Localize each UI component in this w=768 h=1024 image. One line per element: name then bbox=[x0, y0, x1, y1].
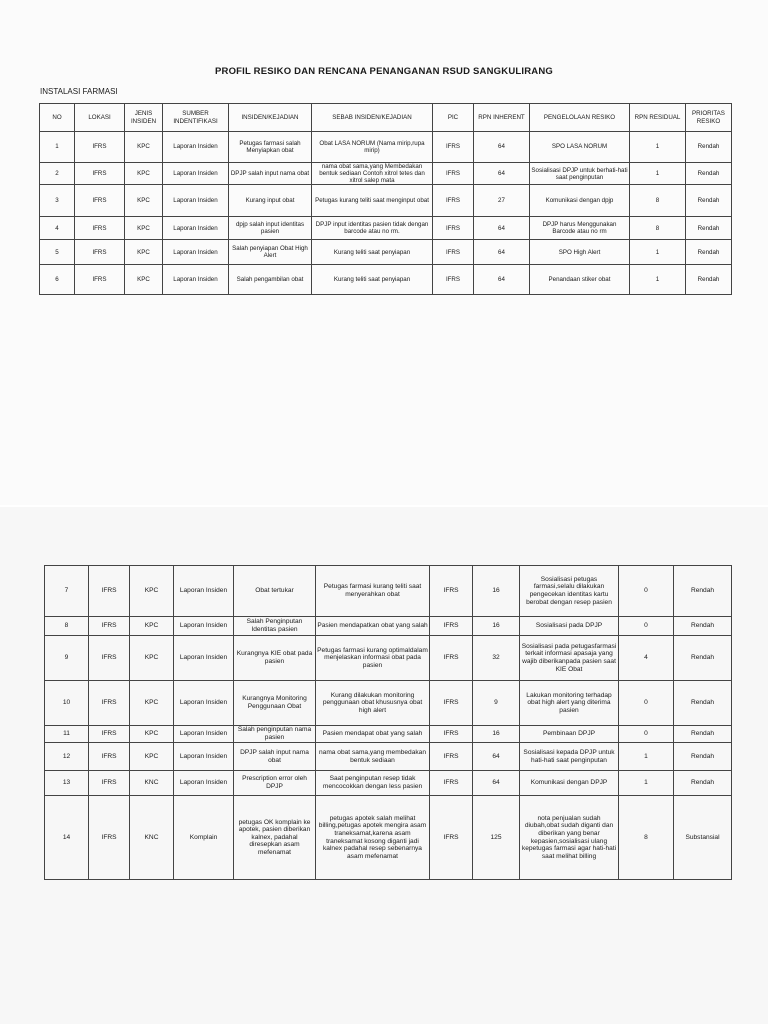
table-cell: Rendah bbox=[674, 771, 732, 796]
table-cell: 32 bbox=[473, 636, 520, 681]
table-cell: Salah pengambilan obat bbox=[229, 265, 312, 295]
table-cell: Rendah bbox=[686, 217, 732, 240]
table-cell: Laporan Insiden bbox=[163, 217, 229, 240]
table-cell: Petugas farmasi kurang optimaldalam menjelaskan informasi obat pada pasien bbox=[316, 636, 430, 681]
table-cell: Kurangnya KIE obat pada pasien bbox=[234, 636, 316, 681]
table-cell: Komunikasi dengan dpjp bbox=[530, 185, 630, 217]
table-cell: SUMBER INDENTIFIKASI bbox=[163, 104, 229, 132]
table-cell: 0 bbox=[619, 681, 674, 726]
table-cell: dpjp salah input identitas pasien bbox=[229, 217, 312, 240]
table-cell: KPC bbox=[130, 743, 174, 771]
risk-table-1 bbox=[39, 103, 732, 295]
table-cell: 64 bbox=[474, 265, 530, 295]
table-cell: Rendah bbox=[674, 617, 732, 636]
table-cell: Pasien mendapatkan obat yang salah bbox=[316, 617, 430, 636]
table-cell: Sosialisasi petugas farmasi,selalu dilakukan pengecekan identitas kartu berobat dengan resep pasien bbox=[520, 566, 619, 617]
table-row bbox=[45, 726, 732, 743]
document-title: PROFIL RESIKO DAN RENCANA PENANGANAN RSUD SANGKULIRANG bbox=[214, 66, 554, 77]
table-cell: Pasien mendapat obat yang salah bbox=[316, 726, 430, 743]
table-cell: 125 bbox=[473, 796, 520, 880]
table-cell: Penandaan stiker obat bbox=[530, 265, 630, 295]
table-cell: IFRS bbox=[89, 726, 130, 743]
table-cell: 5 bbox=[40, 240, 75, 265]
table-cell: IFRS bbox=[89, 636, 130, 681]
table-cell: IFRS bbox=[89, 566, 130, 617]
table-cell: IFRS bbox=[430, 726, 473, 743]
unit-subtitle: INSTALASI FARMASI bbox=[40, 87, 118, 96]
table-cell: 64 bbox=[474, 163, 530, 185]
table-cell: LOKASI bbox=[75, 104, 125, 132]
table-cell: Pembinaan DPJP bbox=[520, 726, 619, 743]
table-cell: Rendah bbox=[674, 566, 732, 617]
table-cell: KPC bbox=[130, 566, 174, 617]
table-cell: SPO LASA NORUM bbox=[530, 132, 630, 163]
table-row bbox=[45, 743, 732, 771]
table-cell: Laporan Insiden bbox=[163, 132, 229, 163]
table-cell: Laporan Insiden bbox=[163, 240, 229, 265]
table-cell: 1 bbox=[630, 240, 686, 265]
table-cell: 8 bbox=[630, 185, 686, 217]
table-cell: IFRS bbox=[75, 185, 125, 217]
table-cell: Rendah bbox=[686, 185, 732, 217]
table-cell: KPC bbox=[125, 265, 163, 295]
table-cell: DPJP harus Menggunakan Barcode atau no rm bbox=[530, 217, 630, 240]
table-cell: RPN RESIDUAL bbox=[630, 104, 686, 132]
table-cell: 1 bbox=[40, 132, 75, 163]
table-cell: Kurang input obat bbox=[229, 185, 312, 217]
table-cell: KPC bbox=[130, 636, 174, 681]
table-cell: KPC bbox=[130, 681, 174, 726]
table-cell: nama obat sama,yang membedakan bentuk sediaan bbox=[316, 743, 430, 771]
table-cell: RPN INHERENT bbox=[474, 104, 530, 132]
table-cell: 4 bbox=[619, 636, 674, 681]
table-cell: Laporan Insiden bbox=[174, 681, 234, 726]
table-cell: Kurang dilakukan monitoring penggunaan obat khususnya obat high alert bbox=[316, 681, 430, 726]
table-row bbox=[45, 566, 732, 617]
table-cell: DPJP salah input nama obat bbox=[229, 163, 312, 185]
table-cell: IFRS bbox=[430, 771, 473, 796]
table-row bbox=[40, 163, 732, 185]
table-cell: IFRS bbox=[430, 636, 473, 681]
table-cell: Laporan Insiden bbox=[174, 617, 234, 636]
table-cell: Rendah bbox=[674, 636, 732, 681]
table-cell: 8 bbox=[45, 617, 89, 636]
table-cell: IFRS bbox=[89, 796, 130, 880]
table-cell: 16 bbox=[473, 726, 520, 743]
table-cell: Lakukan monitoring terhadap obat high alert yang diterima pasien bbox=[520, 681, 619, 726]
table-cell: IFRS bbox=[89, 617, 130, 636]
table-cell: Laporan Insiden bbox=[163, 265, 229, 295]
table-cell: 12 bbox=[45, 743, 89, 771]
table-cell: nota penjualan sudah diubah,obat sudah diganti dan diberikan yang benar kepasien,sosialisasi ulang kepetugas farmasi agar hati-hati saat melihat billing bbox=[520, 796, 619, 880]
table-row bbox=[45, 636, 732, 681]
table-row bbox=[45, 796, 732, 880]
table-cell: 64 bbox=[473, 771, 520, 796]
table-cell: Petugas kurang teliti saat menginput obat bbox=[312, 185, 433, 217]
table-cell: 8 bbox=[630, 217, 686, 240]
table-cell: 2 bbox=[40, 163, 75, 185]
table-cell: KPC bbox=[125, 163, 163, 185]
table-cell: Laporan Insiden bbox=[174, 743, 234, 771]
table-cell: NO bbox=[40, 104, 75, 132]
table-cell: IFRS bbox=[89, 771, 130, 796]
table-cell: IFRS bbox=[433, 163, 474, 185]
table-cell: 9 bbox=[473, 681, 520, 726]
table-cell: Laporan Insiden bbox=[174, 726, 234, 743]
table-cell: Salah penginputan nama pasien bbox=[234, 726, 316, 743]
table-cell: IFRS bbox=[430, 617, 473, 636]
table-cell: Laporan Insiden bbox=[174, 566, 234, 617]
table-cell: 11 bbox=[45, 726, 89, 743]
table-cell: 1 bbox=[630, 265, 686, 295]
table-cell: KNC bbox=[130, 796, 174, 880]
table-cell: 64 bbox=[474, 240, 530, 265]
risk-table-2 bbox=[44, 565, 732, 880]
table-row bbox=[40, 217, 732, 240]
table-cell: KPC bbox=[125, 185, 163, 217]
table-cell: Sosialisasi pada petugasfarmasi terkait informasi apasaja yang wajib diberikanpada pasien saat KIE Obat bbox=[520, 636, 619, 681]
table-row bbox=[40, 185, 732, 217]
table-cell: Kurang teliti saat penyiapan bbox=[312, 265, 433, 295]
table-cell: KPC bbox=[125, 132, 163, 163]
table-cell: 1 bbox=[630, 132, 686, 163]
table-cell: IFRS bbox=[433, 217, 474, 240]
table-cell: petugas apotek salah melihat billing,petugas apotek mengira asam traneksamat,karena asam traneksamat kosong diganti jadi kalnex padahal resep sebenarnya asam mefenamat bbox=[316, 796, 430, 880]
table-cell: Laporan Insiden bbox=[163, 185, 229, 217]
table-cell: IFRS bbox=[89, 681, 130, 726]
table-cell: 13 bbox=[45, 771, 89, 796]
table-cell: INSIDEN/KEJADIAN bbox=[229, 104, 312, 132]
table-cell: Laporan Insiden bbox=[174, 636, 234, 681]
table-row bbox=[40, 132, 732, 163]
table-cell: 16 bbox=[473, 566, 520, 617]
table-cell: 64 bbox=[474, 132, 530, 163]
table-cell: DPJP input identitas pasien tidak dengan barcode atau no rm. bbox=[312, 217, 433, 240]
table-header-row bbox=[40, 104, 732, 132]
table-cell: Komplain bbox=[174, 796, 234, 880]
table-cell: 0 bbox=[619, 726, 674, 743]
table-cell: KPC bbox=[125, 240, 163, 265]
table-cell: 4 bbox=[40, 217, 75, 240]
table-cell: IFRS bbox=[75, 132, 125, 163]
table-cell: 1 bbox=[619, 771, 674, 796]
table-cell: 16 bbox=[473, 617, 520, 636]
table-cell: IFRS bbox=[433, 132, 474, 163]
table-cell: KPC bbox=[130, 617, 174, 636]
table-cell: Petugas farmasi kurang teliti saat menyerahkan obat bbox=[316, 566, 430, 617]
table-cell: DPJP salah input nama obat bbox=[234, 743, 316, 771]
table-cell: Prescription error oleh DPJP bbox=[234, 771, 316, 796]
table-cell: IFRS bbox=[433, 240, 474, 265]
table-cell: 3 bbox=[40, 185, 75, 217]
table-row bbox=[45, 681, 732, 726]
table-cell: 0 bbox=[619, 617, 674, 636]
table-cell: Sosialisasi kepada DPJP untuk hati-hati saat penginputan bbox=[520, 743, 619, 771]
table-cell: SPO High Alert bbox=[530, 240, 630, 265]
table-cell: Laporan Insiden bbox=[174, 771, 234, 796]
table-cell: Sosialisasi pada DPJP bbox=[520, 617, 619, 636]
table-cell: 27 bbox=[474, 185, 530, 217]
table-cell: IFRS bbox=[75, 163, 125, 185]
table-cell: Salah Penginputan Identitas pasien bbox=[234, 617, 316, 636]
table-cell: Rendah bbox=[674, 681, 732, 726]
table-cell: Komunikasi dengan DPJP bbox=[520, 771, 619, 796]
table-cell: SEBAB INSIDEN/KEJADIAN bbox=[312, 104, 433, 132]
table-cell: 64 bbox=[474, 217, 530, 240]
table-cell: Rendah bbox=[686, 163, 732, 185]
table-cell: Substansial bbox=[674, 796, 732, 880]
table-row bbox=[45, 617, 732, 636]
table-cell: 9 bbox=[45, 636, 89, 681]
table-row bbox=[40, 265, 732, 295]
table-cell: IFRS bbox=[430, 566, 473, 617]
table-cell: 14 bbox=[45, 796, 89, 880]
table-cell: IFRS bbox=[75, 217, 125, 240]
table-cell: Obat tertukar bbox=[234, 566, 316, 617]
table-cell: PRIORITAS RESIKO bbox=[686, 104, 732, 132]
table-cell: Petugas farmasi salah Menyiapkan obat bbox=[229, 132, 312, 163]
table-cell: Rendah bbox=[674, 726, 732, 743]
table-cell: petugas OK komplain ke apotek, pasien diberikan kalnex, padahal diresepkan asam mefenamat bbox=[234, 796, 316, 880]
table-cell: Kurangnya Monitoring Penggunaan Obat bbox=[234, 681, 316, 726]
table-cell: 6 bbox=[40, 265, 75, 295]
table-cell: 1 bbox=[630, 163, 686, 185]
table-cell: PIC bbox=[433, 104, 474, 132]
table-cell: IFRS bbox=[75, 265, 125, 295]
table-cell: Obat LASA NORUM (Nama mirip,rupa mirip) bbox=[312, 132, 433, 163]
table-cell: IFRS bbox=[433, 185, 474, 217]
table-cell: IFRS bbox=[430, 796, 473, 880]
table-cell: Laporan Insiden bbox=[163, 163, 229, 185]
table-cell: KNC bbox=[130, 771, 174, 796]
table-cell: Kurang teliti saat penyiapan bbox=[312, 240, 433, 265]
table-cell: KPC bbox=[130, 726, 174, 743]
table-cell: 7 bbox=[45, 566, 89, 617]
table-cell: IFRS bbox=[75, 240, 125, 265]
table-cell: nama obat sama,yang Membedakan bentuk sediaan Contoh xitrol tetes dan xitrol salep mata bbox=[312, 163, 433, 185]
table-cell: Salah penyiapan Obat High Alert bbox=[229, 240, 312, 265]
table-cell: Saat penginputan resep tidak mencocokkan dengan less pasien bbox=[316, 771, 430, 796]
table-cell: IFRS bbox=[430, 743, 473, 771]
table-cell: PENGELOLAAN RESIKO bbox=[530, 104, 630, 132]
table-cell: Sosialisasi DPJP untuk berhati-hati saat penginputan bbox=[530, 163, 630, 185]
table-cell: IFRS bbox=[89, 743, 130, 771]
table-cell: 0 bbox=[619, 566, 674, 617]
table-cell: JENIS INSIDEN bbox=[125, 104, 163, 132]
table-cell: 64 bbox=[473, 743, 520, 771]
table-row bbox=[45, 771, 732, 796]
table-cell: 10 bbox=[45, 681, 89, 726]
table-cell: KPC bbox=[125, 217, 163, 240]
table-cell: IFRS bbox=[433, 265, 474, 295]
table-cell: 8 bbox=[619, 796, 674, 880]
table-cell: Rendah bbox=[686, 265, 732, 295]
table-row bbox=[40, 240, 732, 265]
table-cell: Rendah bbox=[686, 240, 732, 265]
table-cell: Rendah bbox=[686, 132, 732, 163]
table-cell: 1 bbox=[619, 743, 674, 771]
table-cell: IFRS bbox=[430, 681, 473, 726]
table-cell: Rendah bbox=[674, 743, 732, 771]
